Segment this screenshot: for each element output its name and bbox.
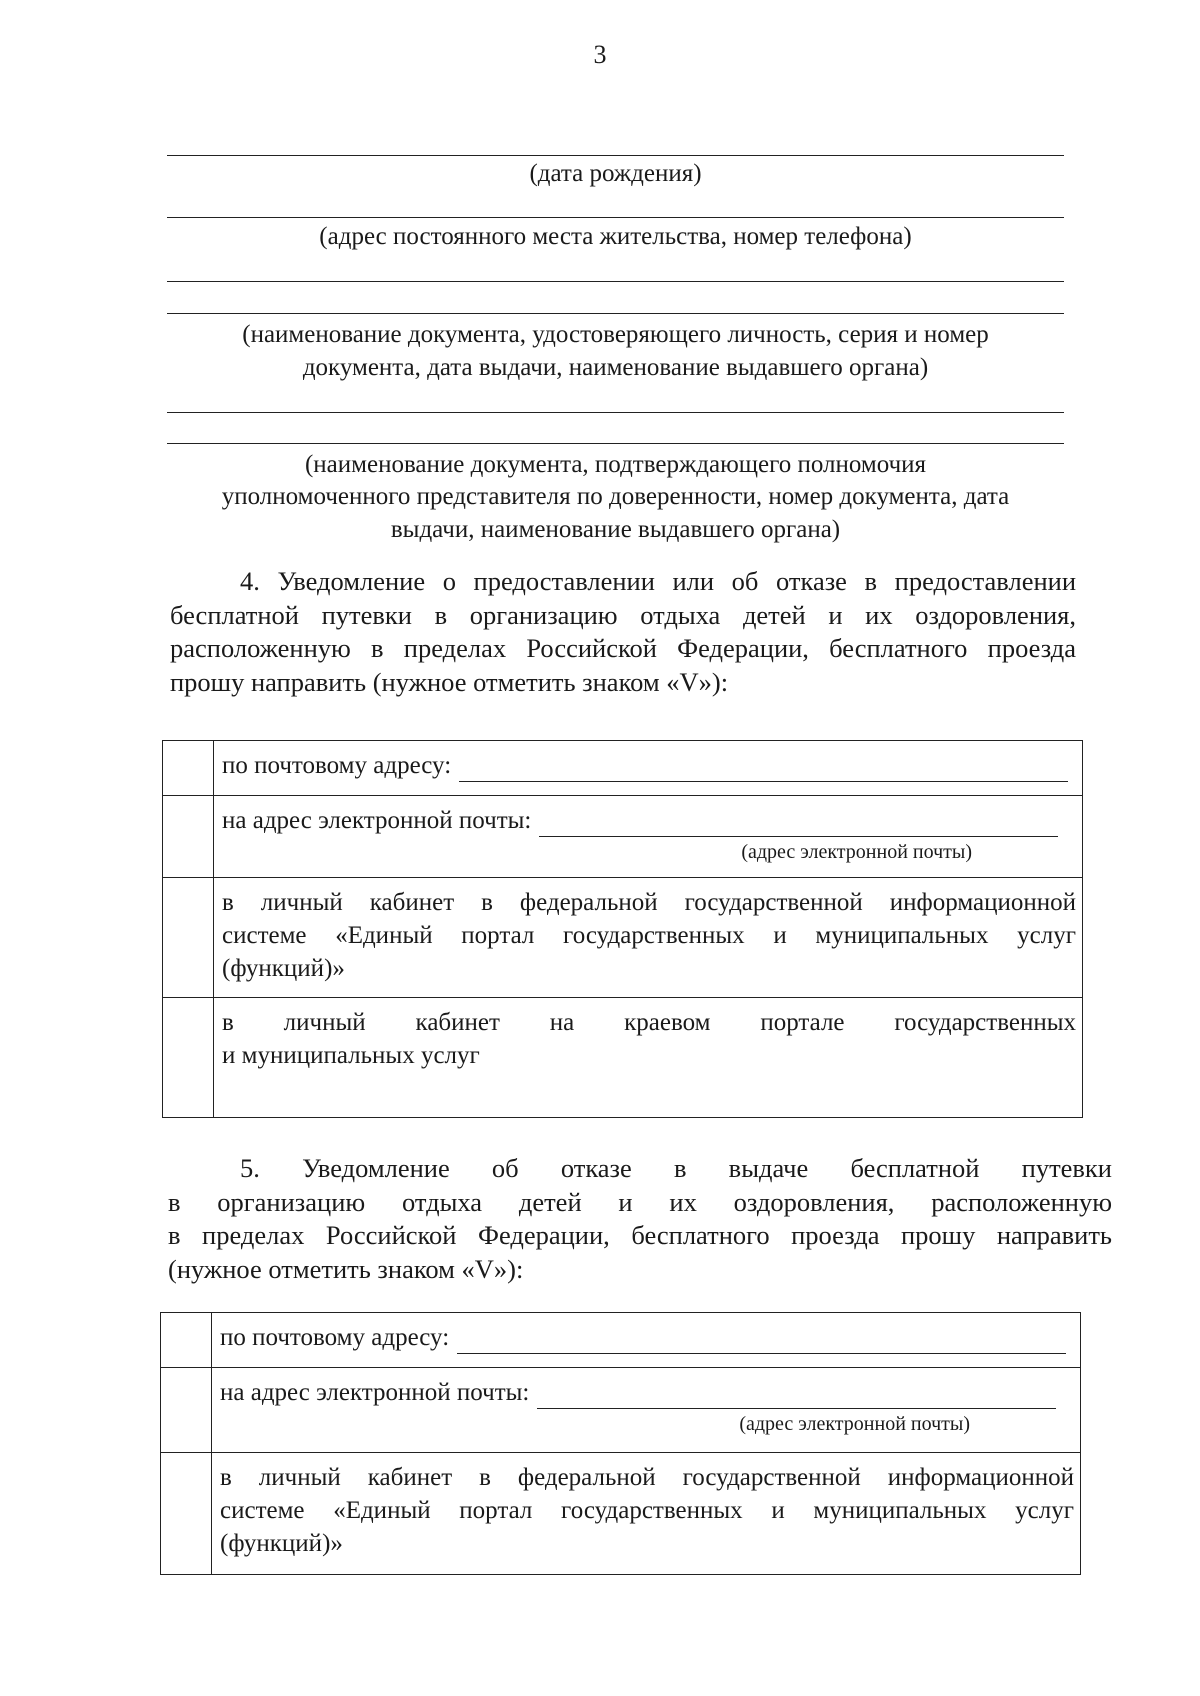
- section5-options-table: [160, 1312, 1081, 1575]
- section4-gosuslugi-line2: системе «Единый портал государственных и муниципальных услуг: [222, 922, 1076, 949]
- authority-doc-caption-2: уполномоченного представителя по доверенности, номер документа, дата: [221, 483, 1010, 510]
- section4-gosuslugi-line1: в личный кабинет в федеральной государственной информационной: [222, 889, 1076, 916]
- section4-option-gosuslugi: [163, 878, 1083, 998]
- address-caption: (адрес постоянного места жительства, номер телефона): [319, 223, 912, 250]
- authority-doc-caption-3: выдачи, наименование выдавшего органа): [390, 516, 841, 543]
- authority-doc-line-2[interactable]: [167, 443, 1064, 444]
- section4-options-table: [162, 740, 1083, 1118]
- section5-gosuslugi-checkbox[interactable]: [161, 1453, 212, 1575]
- page-number: 3: [593, 40, 607, 69]
- section4-gosuslugi-line3: (функций)»: [222, 955, 345, 982]
- section4-line3: расположенную в пределах Российской Федерации, бесплатного проезда: [170, 633, 1076, 663]
- section4-gosuslugi-checkbox[interactable]: [163, 878, 214, 998]
- birth-date-line[interactable]: [167, 155, 1064, 156]
- section4-line4: прошу направить (нужное отметить знаком «V»):: [170, 666, 729, 697]
- section5-email-hint: (адрес электронной почты): [739, 1413, 970, 1435]
- section5-option-gosuslugi: [161, 1453, 1081, 1575]
- section4-postal-field[interactable]: [459, 755, 1068, 782]
- identity-doc-caption-2: документа, дата выдачи, наименование выдавшего органа): [302, 354, 929, 381]
- section4-line2: бесплатной путевки в организацию отдыха детей и их оздоровления,: [170, 599, 1076, 630]
- section4-regional-line1: в личный кабинет на краевом портале государственных: [222, 1009, 1076, 1036]
- address-line[interactable]: [167, 217, 1064, 218]
- section4-email-hint: (адрес электронной почты): [741, 841, 972, 863]
- birth-date-caption: (дата рождения): [529, 160, 702, 187]
- section4-email-checkbox[interactable]: [163, 796, 214, 878]
- section4-regional-checkbox[interactable]: [163, 998, 214, 1118]
- section5-gosuslugi-line1: в личный кабинет в федеральной государственной информационной: [220, 1464, 1074, 1491]
- section5-paragraph: [168, 1152, 1112, 1286]
- section5-postal-label: по почтовому адресу:: [220, 1324, 450, 1351]
- section5-email-label: на адрес электронной почты:: [220, 1379, 530, 1406]
- section4-email-field[interactable]: [539, 810, 1058, 837]
- identity-doc-line-2[interactable]: [167, 313, 1064, 314]
- authority-doc-line-1[interactable]: [167, 412, 1064, 413]
- section4-option-email: [163, 796, 1083, 878]
- identity-doc-line-1[interactable]: [167, 281, 1064, 282]
- section5-line4: (нужное отметить знаком «V»):: [168, 1253, 524, 1284]
- section5-postal-checkbox[interactable]: [161, 1313, 212, 1368]
- section5-gosuslugi-line3: (функций)»: [220, 1530, 343, 1557]
- section4-regional-line2: и муниципальных услуг: [222, 1042, 480, 1069]
- section5-line1: 5. Уведомление об отказе в выдаче бесплатной путевки: [240, 1153, 1112, 1183]
- section5-gosuslugi-line2: системе «Единый портал государственных и муниципальных услуг: [220, 1497, 1074, 1524]
- section4-postal-label: по почтовому адресу:: [222, 752, 452, 779]
- identity-doc-caption-1: (наименование документа, удостоверяющего личность, серия и номер: [242, 321, 989, 348]
- section5-postal-field[interactable]: [457, 1327, 1066, 1354]
- section4-line1: 4. Уведомление о предоставлении или об отказе в предоставлении: [240, 566, 1076, 596]
- section5-email-checkbox[interactable]: [161, 1368, 212, 1453]
- section4-email-label: на адрес электронной почты:: [222, 807, 532, 834]
- section5-line2: в организацию отдыха детей и их оздоровления, расположенную: [168, 1186, 1112, 1217]
- section4-postal-checkbox[interactable]: [163, 741, 214, 796]
- section5-option-email: [161, 1368, 1081, 1453]
- section4-option-regional: [163, 998, 1083, 1118]
- section5-option-postal: [161, 1313, 1081, 1368]
- authority-doc-caption-1: (наименование документа, подтверждающего полномочия: [304, 451, 927, 478]
- section5-email-field[interactable]: [537, 1382, 1056, 1409]
- section4-option-postal: [163, 741, 1083, 796]
- section4-paragraph: [170, 565, 1076, 699]
- section5-line3: в пределах Российской Федерации, бесплатного проезда прошу направить: [168, 1220, 1112, 1250]
